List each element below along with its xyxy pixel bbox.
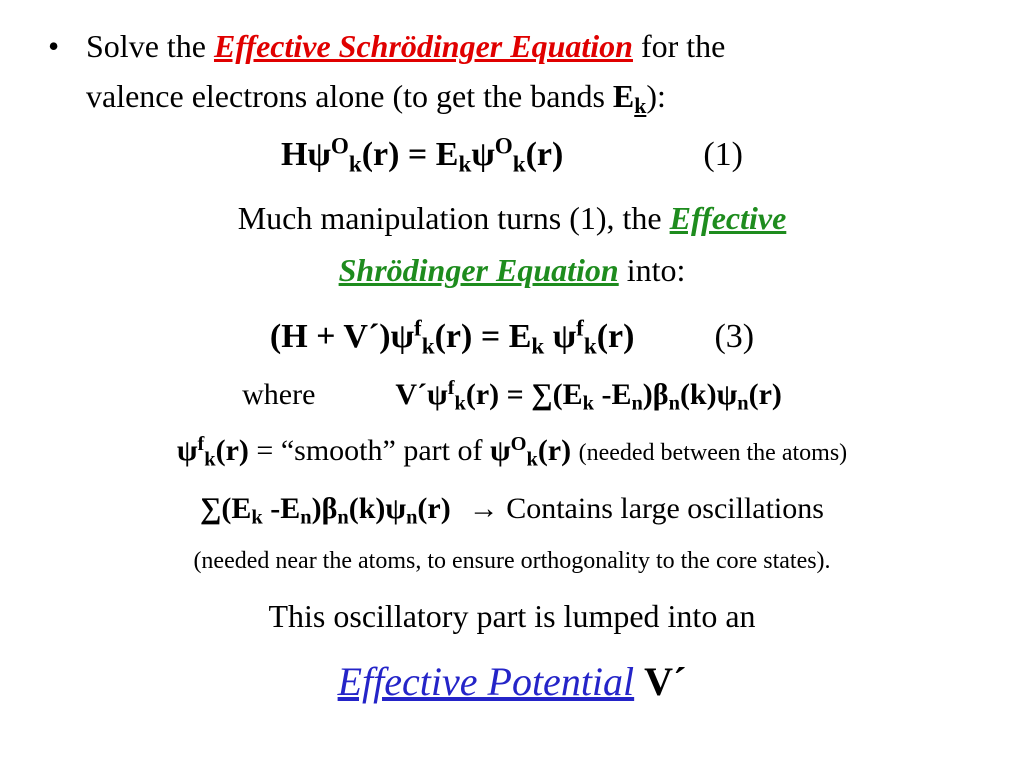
eq-text: (r) = E: [361, 136, 459, 173]
subscript: n: [406, 506, 418, 529]
eq-text: -E: [262, 492, 301, 525]
smooth-line: [0, 432, 1024, 471]
eq-text: (r): [215, 434, 249, 467]
where-line: [0, 376, 1024, 415]
superscript: f: [414, 315, 422, 342]
where-label: where: [242, 378, 316, 411]
paragraph-line-2: [0, 254, 1024, 286]
eq-text: )β: [642, 378, 669, 411]
eq-text: ψ: [544, 318, 577, 355]
effective-potential-link[interactable]: Effective Potential: [337, 659, 635, 704]
text: = “smooth” part of: [248, 434, 490, 467]
v-prime: V´: [644, 659, 687, 704]
eq-text: (r): [525, 136, 564, 173]
eq-text: (r): [596, 318, 635, 355]
eq-text: ψ: [176, 434, 198, 467]
text: ):: [646, 78, 666, 114]
eq-text: (H + V´)ψ: [269, 318, 415, 355]
eq-text: Hψ: [281, 136, 331, 173]
text: Solve the: [86, 28, 214, 64]
superscript: f: [197, 432, 205, 455]
lump-line: This oscillatory part is lumped into an: [268, 598, 756, 634]
bullet-line-1: [86, 30, 725, 62]
text: Much manipulation turns (1), the: [237, 200, 670, 236]
eq-text: (k)ψ: [348, 492, 407, 525]
eq-text: )β: [311, 492, 338, 525]
equation-3: [0, 315, 1024, 360]
subscript: n: [300, 506, 312, 529]
eq-text: (r) = E: [434, 318, 532, 355]
superscript: f: [447, 376, 455, 399]
subscript: k: [251, 506, 263, 529]
note-line: (needed near the atoms, to ensure orthogonality to the core states).: [193, 548, 831, 574]
bullet-line-2: [86, 78, 666, 119]
effective-schrodinger-link[interactable]: Effective Schrödinger Equation: [213, 28, 633, 64]
arrow-icon: →: [468, 492, 499, 525]
subscript: k: [421, 333, 435, 360]
subscript: k: [583, 333, 597, 360]
equation-1: [0, 133, 1024, 178]
subscript: k: [348, 151, 362, 178]
text: Contains large oscillations: [498, 492, 824, 525]
text: for the: [632, 28, 726, 64]
eq-text: (r) = ∑(E: [465, 378, 583, 411]
subscript: k: [512, 151, 526, 178]
subscript: n: [631, 392, 643, 415]
subscript: k: [526, 448, 538, 471]
subscript: k: [531, 333, 545, 360]
subscript: n: [737, 392, 749, 415]
paragraph-line-1: [0, 202, 1024, 234]
final-line: [0, 659, 1024, 704]
eq-text: (k)ψ: [679, 378, 738, 411]
subscript: n: [337, 506, 349, 529]
superscript: f: [576, 315, 584, 342]
bullet-marker: •: [48, 28, 60, 64]
superscript: O: [330, 133, 349, 160]
eq-text: (r): [748, 378, 782, 411]
equation-number: (3): [714, 318, 755, 355]
bands-symbol: E: [612, 78, 635, 114]
eq-text: V´ψ: [395, 378, 448, 411]
subscript: k: [458, 151, 472, 178]
subscript-k: k: [634, 94, 647, 119]
eq-text: -E: [593, 378, 632, 411]
effective-link[interactable]: Effective: [669, 200, 787, 236]
note: (needed between the atoms): [578, 440, 848, 466]
eq-text: ψ: [489, 434, 511, 467]
eq-text: (r): [417, 492, 451, 525]
shrodinger-equation-link[interactable]: Shrödinger Equation: [338, 252, 619, 288]
subscript: k: [582, 392, 594, 415]
subscript: k: [204, 448, 216, 471]
eq-text: (r): [537, 434, 572, 467]
text: valence electrons alone (to get the bands: [86, 78, 613, 114]
superscript: O: [494, 133, 513, 160]
eq-text: ψ: [471, 136, 495, 173]
superscript: O: [510, 432, 527, 455]
text: into:: [618, 252, 686, 288]
oscillation-line: [0, 492, 1024, 529]
equation-number: (1): [703, 136, 743, 173]
eq-text: ∑(E: [200, 492, 252, 525]
subscript: k: [454, 392, 466, 415]
subscript: n: [668, 392, 680, 415]
